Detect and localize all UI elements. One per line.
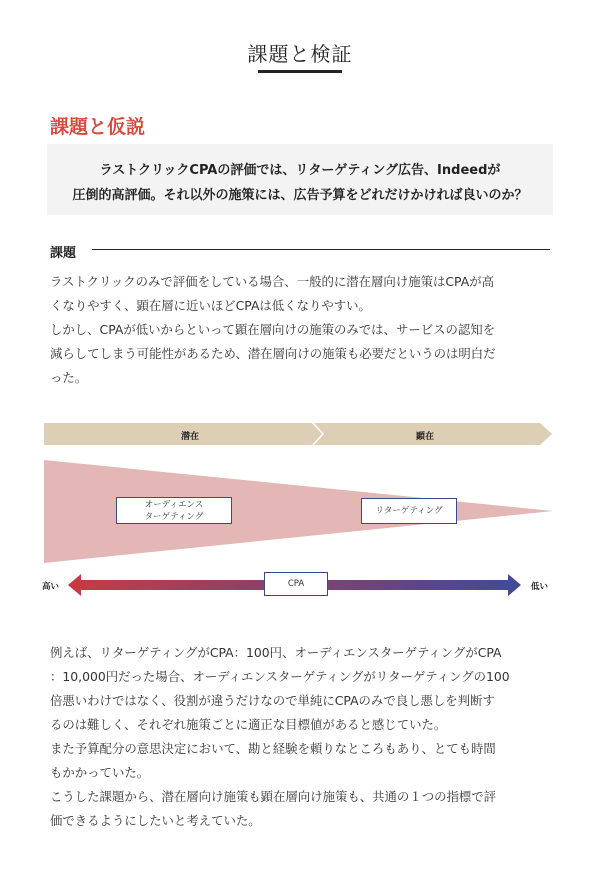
- summary-line-2: 圧倒的高評価。それ以外の施策には、広告予算をどれだけかければ良いのか？: [72, 188, 528, 203]
- example-line: 倍悪いわけではなく、役割が違うだけなので単純にCPAのみで良し悪しを判断す: [50, 693, 495, 708]
- example-line: るのは難しく、それぞれ施策ごとに適正な目標値があると感じていた。: [50, 717, 447, 732]
- example-line: もかかっていた。: [50, 765, 150, 780]
- cpa-label: CPA: [287, 579, 305, 589]
- issue-line: くなりやすく、顕在層に近いほどCPAは低くなりやすい。: [50, 298, 371, 313]
- page-title: 課題と検証: [247, 42, 353, 66]
- sub-heading-rule: [92, 249, 550, 250]
- stage-label-manifest: 顕在: [415, 432, 434, 442]
- example-line: 例えば、リターゲティングがCPA：100円、オーディエンスターゲティングがCPA: [50, 645, 502, 660]
- issue-line: ラストクリックのみで評価をしている場合、一般的に潜在層向け施策はCPAが高: [50, 274, 494, 289]
- stage-label-latent: 潜在: [180, 432, 199, 442]
- section-heading: 課題と仮説: [50, 116, 146, 138]
- issue-paragraph: [50, 270, 550, 390]
- sub-heading: 課題: [50, 246, 77, 261]
- audience-targeting-box: [116, 497, 232, 524]
- issue-line: しかし、CPAが低いからといって顕在層向けの施策のみでは、サービスの認知を: [50, 322, 496, 337]
- issue-line: 減らしてしまう可能性があるため、潜在層向けの施策も必要だというのは明白だ: [50, 346, 496, 361]
- example-line: 価できるようにしたいと考えていた。: [50, 813, 261, 828]
- cpa-box: [264, 572, 328, 596]
- example-line: こうした課題から、潜在層向け施策も顕在層向け施策も、共通の１つの指標で評: [50, 789, 497, 804]
- example-line: また予算配分の意思決定において、勘と経験を頼りなところもあり、とても時間: [50, 741, 496, 756]
- example-line: ：10,000円だった場合、オーディエンスターゲティングがリターゲティングの100: [50, 669, 510, 684]
- summary-line-1: ラストクリックCPAの評価では、リターゲティング広告、Indeedが: [99, 163, 501, 178]
- audience-targeting-label-1: オーディエンス: [144, 499, 204, 510]
- example-paragraph: [50, 641, 550, 833]
- retargeting-box: [361, 498, 457, 524]
- summary-box: [47, 144, 553, 215]
- low-label: 低い: [531, 582, 549, 592]
- issue-line: った。: [50, 370, 88, 385]
- title-underline: [258, 70, 342, 73]
- audience-targeting-label-2: ターゲティング: [144, 511, 204, 522]
- retargeting-label: リターゲティング: [375, 506, 443, 516]
- high-label: 高い: [42, 582, 60, 592]
- funnel-diagram: [0, 415, 600, 605]
